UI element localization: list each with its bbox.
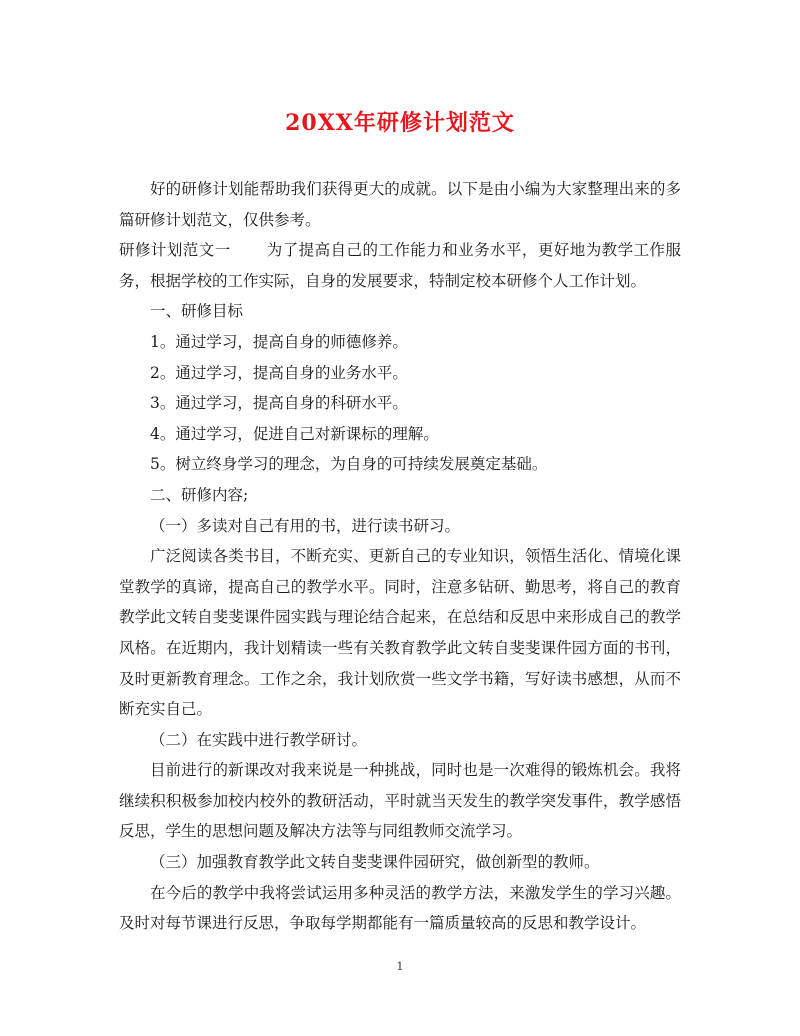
sub3-heading: （三）加强教育教学此文转自斐斐课件园研究，做创新型的教师。 xyxy=(150,853,600,872)
heading-content: 二、研修内容; xyxy=(150,485,249,504)
goal-item: 4。通过学习，促进自己对新课标的理解。 xyxy=(150,424,439,443)
sub2-heading: （二）在实践中进行教学研讨。 xyxy=(150,730,368,749)
sub2-paragraph: 目前进行的新课改对我来说是一种挑战，同时也是一次难得的锻炼机会。我将继续积积极参加校内校外的教研活动，平时就当天发生的教学突发事件，教学感悟反思，学生的思想问题及解决方法等与同组教师交流学习。 xyxy=(119,761,681,841)
sub1-heading: （一）多读对自己有用的书，进行读书研习。 xyxy=(150,516,461,535)
document-title: 20XX年研修计划范文 xyxy=(285,110,515,136)
intro-paragraph: 好的研修计划能帮助我们获得更大的成就。以下是由小编为大家整理出来的多篇研修计划范文，仅供参考。 xyxy=(119,180,681,229)
goal-item: 2。通过学习，提高自身的业务水平。 xyxy=(150,363,408,382)
heading-goals: 一、研修目标 xyxy=(150,302,244,321)
goal-item: 1。通过学习，提高自身的师德修养。 xyxy=(150,332,408,351)
goal-item: 5。树立终身学习的理念，为自身的可持续发展奠定基础。 xyxy=(150,455,548,474)
section1-paragraph xyxy=(119,235,681,296)
goal-item: 3。通过学习，提高自身的科研水平。 xyxy=(150,394,408,413)
section1-text: 为了提高自己的工作能力和业务水平，更好地为教学工作服务，根据学校的工作实际，自身的发展要求，特制定校本研修个人工作计划。 xyxy=(119,241,681,290)
section1-label: 研修计划范文一 xyxy=(119,241,231,260)
page-number: 1 xyxy=(396,960,404,973)
sub3-paragraph: 在今后的教学中我将尝试运用多种灵活的教学方法，来激发学生的学习兴趣。及时对每节课进行反思，争取每学期都能有一篇质量较高的反思和教学设计。 xyxy=(119,883,681,933)
document-body xyxy=(119,174,681,939)
sub1-paragraph: 广泛阅读各类书目，不断充实、更新自己的专业知识，领悟生活化、情境化课堂教学的真谛，提高自己的教学水平。同时，注意多钻研、勤思考，将自己的教育教学此文转自斐斐课件园实践与理论结合起来，在总结和反思中来形成自己的教学风格。在近期内，我计划精读一些有关教育教学此文转自斐斐课件园方面的书刊，及时更新教育理念。工作之余，我计划欣赏一些文学书籍，写好读书感想，从而不断充实自己。 xyxy=(119,547,681,719)
